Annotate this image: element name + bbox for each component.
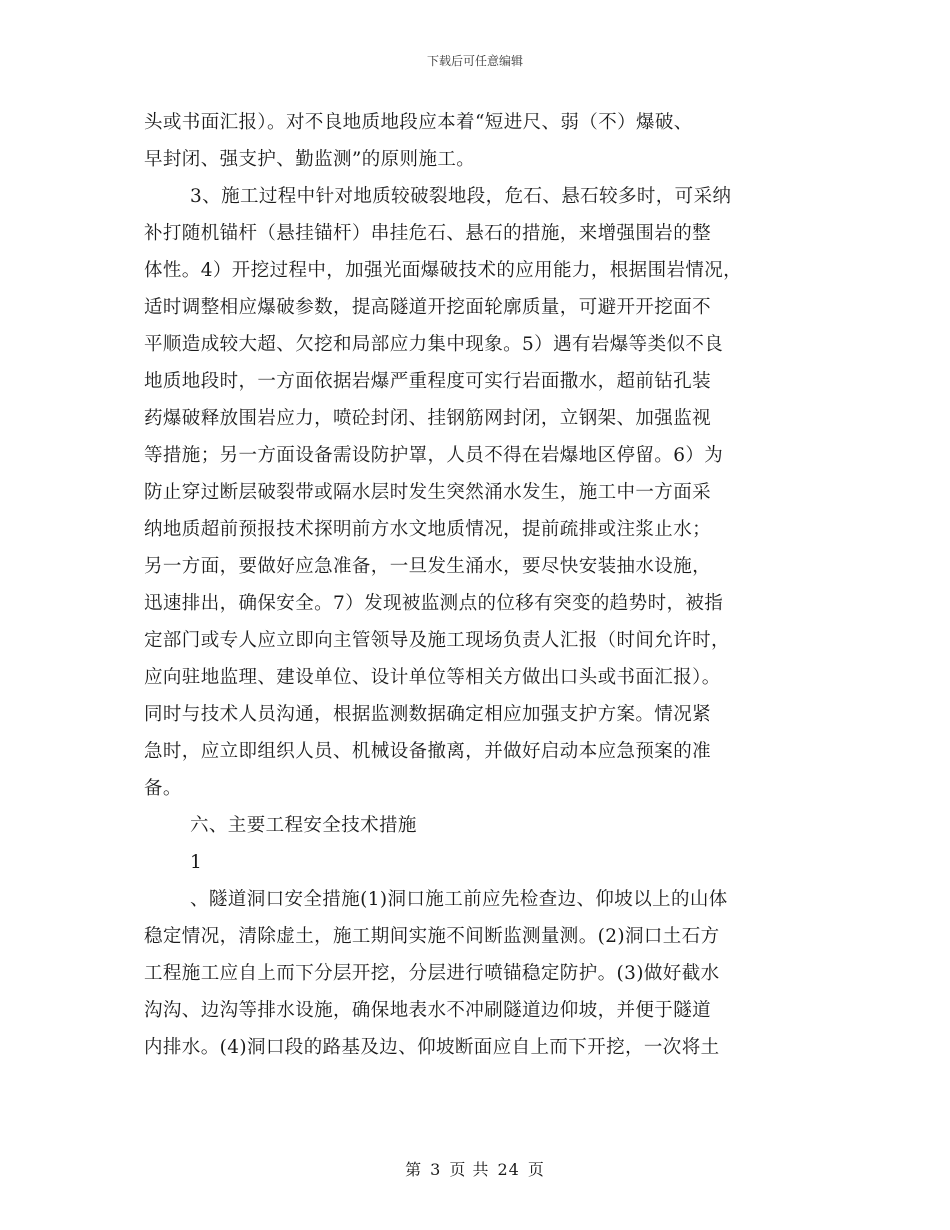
footer-total-pages: 24 <box>497 1160 520 1179</box>
body-line: 定部门或专人应立即向主管领导及施工现场负责人汇报（时间允许时， <box>144 630 730 651</box>
body-line: 药爆破释放围岩应力，喷砼封闭、挂钢筋网封闭，立钢架、加强监视 <box>144 408 712 429</box>
body-line: 适时调整相应爆破参数，提高隧道开挖面轮廓质量，可避开开挖面不 <box>144 297 712 318</box>
body-line: 地质地段时，一方面依据岩爆严重程度可实行岩面撒水，超前钻孔装 <box>144 371 712 392</box>
body-line: 3、施工过程中针对地质较破裂地段，危石、悬石较多时，可采纳 <box>190 186 732 207</box>
body-line: 沟沟、边沟等排水设施，确保地表水不冲刷隧道边仰坡，并便于隧道 <box>144 1000 712 1021</box>
body-line: 体性。4）开挖过程中，加强光面爆破技术的应用能力，根据围岩情况， <box>144 260 743 281</box>
footer-prefix: 第 <box>405 1160 423 1179</box>
body-line: 防止穿过断层破裂带或隔水层时发生突然涌水发生，施工中一方面采 <box>144 482 712 503</box>
page-header: 下载后可任意编辑 <box>426 54 523 68</box>
body-line: 1 <box>190 852 203 873</box>
body-line: 六、主要工程安全技术措施 <box>190 815 417 836</box>
footer-suffix: 页 <box>527 1160 545 1179</box>
body-line: 补打随机锚杆（悬挂锚杆）串挂危石、悬石的措施，来增强围岩的整 <box>144 223 712 244</box>
body-line: 急时，应立即组织人员、机械设备撤离，并做好启动本应急预案的准 <box>144 741 712 762</box>
body-line: 同时与技术人员沟通，根据监测数据确定相应加强支护方案。情况紧 <box>144 704 712 725</box>
body-line: 稳定情况，清除虚土，施工期间实施不间断监测量测。(2)洞口土石方 <box>144 926 720 947</box>
body-line: 平顺造成较大超、欠挖和局部应力集中现象。5）遇有岩爆等类似不良 <box>144 334 724 355</box>
body-line: 等措施；另一方面设备需设防护罩，人员不得在岩爆地区停留。6）为 <box>144 445 724 466</box>
body-line: 工程施工应自上而下分层开挖，分层进行喷锚稳定防护。(3)做好截水 <box>144 963 720 984</box>
document-body <box>144 104 809 1066</box>
body-line: 、隧道洞口安全措施(1)洞口施工前应先检查边、仰坡以上的山体 <box>190 889 728 910</box>
body-line: 应向驻地监理、建设单位、设计单位等相关方做出口头或书面汇报）。 <box>144 667 721 688</box>
body-line: 头或书面汇报）。对不良地质地段应本着“短进尺、弱（不）爆破、 <box>144 112 693 133</box>
body-line: 纳地质超前预报技术探明前方水文地质情况，提前疏排或注浆止水； <box>144 519 712 540</box>
footer-middle: 页 共 <box>449 1160 490 1179</box>
body-line: 备。 <box>144 778 182 799</box>
page-footer <box>0 1157 950 1180</box>
footer-page-number: 3 <box>430 1160 442 1179</box>
body-line: 内排水。(4)洞口段的路基及边、仰坡断面应自上而下开挖，一次将土 <box>144 1037 720 1058</box>
body-line: 迅速排出，确保安全。7）发现被监测点的位移有突变的趋势时，被指 <box>144 593 724 614</box>
body-line: 早封闭、强支护、勤监测”的原则施工。 <box>144 149 476 170</box>
body-line: 另一方面，要做好应急准备，一旦发生涌水，要尽快安装抽水设施， <box>144 556 712 577</box>
